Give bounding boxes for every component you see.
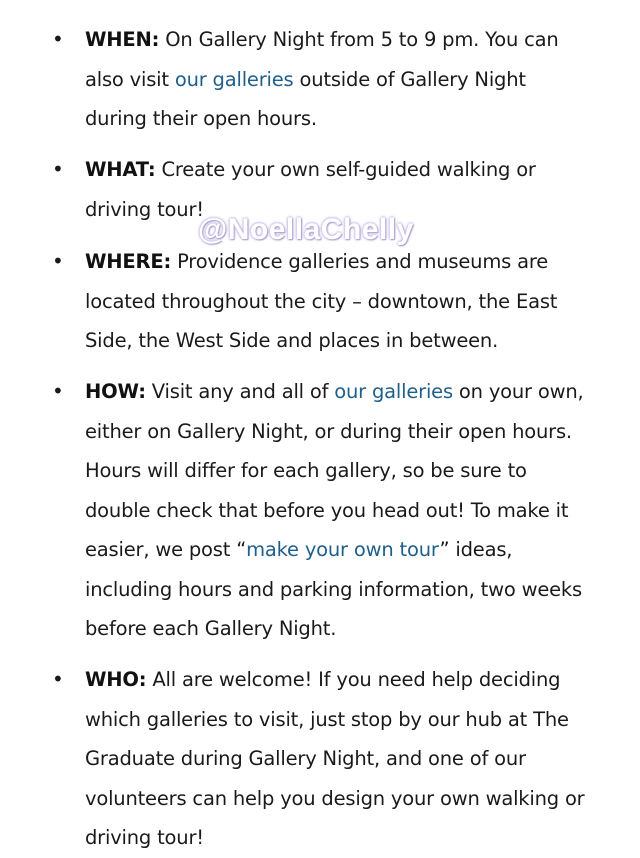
text-line — [85, 609, 625, 649]
bullet-icon: • — [52, 667, 64, 691]
text-segment: on your own, — [452, 380, 584, 403]
text-segment: Providence galleries and museums are — [171, 250, 549, 273]
text-line — [85, 321, 625, 361]
text-link[interactable]: our galleries — [334, 380, 453, 403]
text-segment: driving tour! — [85, 826, 204, 849]
text-segment: Graduate during Gallery Night, and one of our — [85, 747, 526, 770]
text-segment: which galleries to visit, just stop by our hub at The — [85, 707, 569, 731]
text-segment: ” ideas, — [439, 538, 513, 561]
text-line — [85, 150, 625, 190]
item-heading: WHO: — [85, 668, 147, 691]
text-segment: either on Gallery Night, or during their open hours. — [85, 419, 572, 443]
text-line — [85, 491, 625, 531]
text-segment: before each Gallery Night. — [85, 617, 337, 640]
text-segment: All are welcome! If you need help deciding — [146, 668, 561, 691]
text-segment: double check that before you head out! To make it — [85, 498, 569, 522]
text-segment: Hours will differ for each gallery, so be sure to — [85, 459, 527, 482]
text-segment: On Gallery Night from 5 to 9 pm. You can — [159, 28, 559, 51]
text-line — [85, 190, 625, 230]
item-heading: HOW: — [85, 380, 146, 403]
item-text — [85, 372, 625, 649]
text-line — [85, 451, 625, 491]
text-line — [85, 372, 625, 412]
text-line — [85, 60, 625, 100]
text-segment: Create your own self-guided walking or — [155, 158, 536, 181]
bullet-icon: • — [52, 249, 64, 273]
text-segment: also visit — [85, 67, 175, 91]
text-segment: Visit any and all of — [145, 380, 335, 403]
text-line — [85, 530, 625, 570]
item-text — [85, 242, 625, 361]
text-link[interactable]: make your own tour — [246, 538, 440, 561]
bullet-icon: • — [52, 157, 64, 181]
text-segment: located throughout the city – downtown, the East — [85, 289, 558, 313]
text-line — [85, 660, 625, 700]
text-line — [85, 99, 625, 139]
text-line — [85, 700, 625, 740]
item-heading: WHERE: — [85, 250, 172, 273]
item-text — [85, 150, 625, 229]
text-line — [85, 779, 625, 819]
text-segment: easier, we post “ — [85, 538, 247, 561]
text-line — [85, 739, 625, 779]
text-segment: during their open hours. — [85, 107, 317, 130]
item-heading: WHAT: — [85, 158, 156, 181]
text-line — [85, 20, 625, 60]
watermark-text: @NoellaChelly — [198, 213, 414, 246]
bullet-icon: • — [52, 379, 64, 403]
text-segment: driving tour! — [85, 197, 204, 221]
item-text — [85, 20, 625, 139]
text-line — [85, 242, 625, 282]
item-heading: WHEN: — [85, 28, 160, 51]
text-line — [85, 570, 625, 610]
text-line — [85, 818, 625, 858]
item-text — [85, 660, 625, 858]
text-link[interactable]: our galleries — [174, 67, 294, 91]
bullet-icon: • — [52, 27, 64, 51]
text-line — [85, 412, 625, 452]
text-segment: outside of Gallery Night — [293, 67, 526, 91]
text-line — [85, 282, 625, 322]
text-segment: including hours and parking information, two weeks — [85, 577, 582, 601]
text-segment: volunteers can help you design your own walking or — [85, 786, 585, 810]
text-segment: Side, the West Side and places in between. — [85, 329, 499, 352]
